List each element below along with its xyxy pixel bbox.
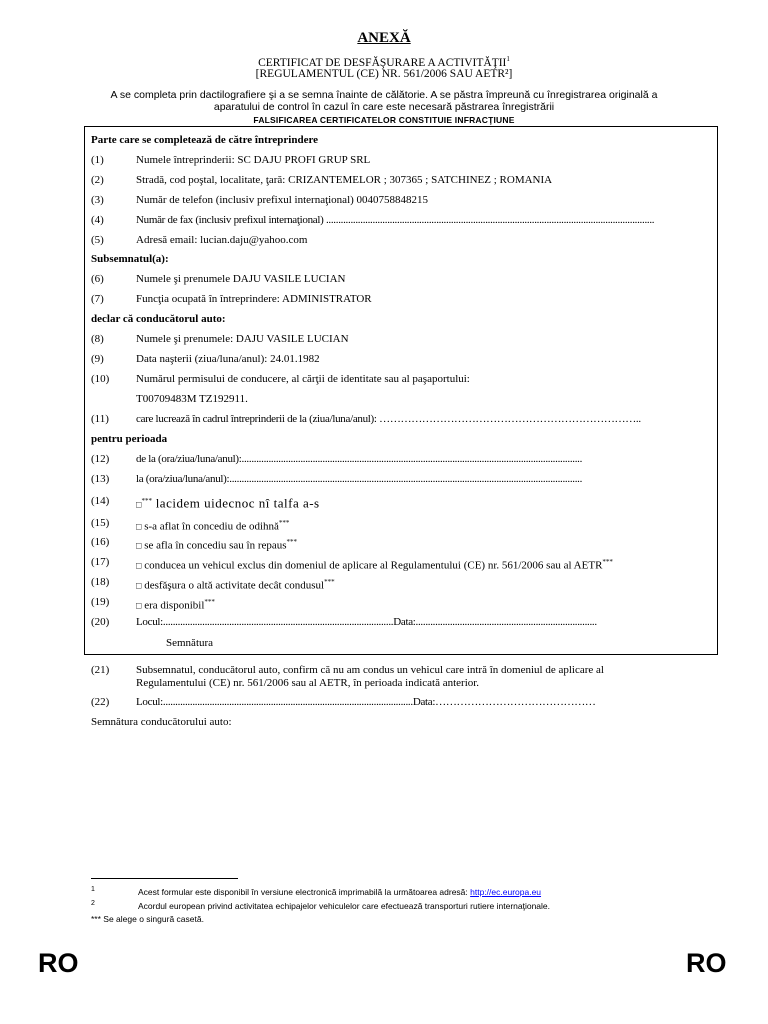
checkbox-icon[interactable]: □ xyxy=(136,580,142,591)
instructions-line-2: aparatului de control în cazul în care este necesară păstrarea înregistrării xyxy=(213,101,555,113)
field-text: Adresă email: lucian.daju@yahoo.com xyxy=(136,234,308,246)
checkbox-icon[interactable]: □ xyxy=(136,560,142,571)
row-number: (11) xyxy=(91,413,109,425)
row-number: (19) xyxy=(91,596,110,608)
footnote-ref-3: *** xyxy=(278,519,290,527)
footnote-1-link[interactable]: http://ec.europa.eu xyxy=(470,887,542,897)
row-number: (1) xyxy=(91,154,104,166)
row-number: (22) xyxy=(91,696,110,708)
row-number: (21) xyxy=(91,664,110,676)
instructions-line-1: A se completa prin dactilografiere şi a se semna înainte de călătorie. A se păstra împreună cu înregistrarea originală a xyxy=(110,89,658,101)
field-text: Numele întreprinderii: SC DAJU PROFI GRUP SRL xyxy=(136,154,371,166)
row-number: (18) xyxy=(91,576,110,588)
section-signatory: Subsemnatul(a): xyxy=(91,253,169,265)
row-number: (14) xyxy=(91,495,110,507)
section-company: Parte care se completează de către întreprindere xyxy=(91,134,319,146)
footnote-2-number: 2 xyxy=(91,900,95,907)
confirmation-line-2: Regulamentului (CE) nr. 561/2006 sau al AETR, în perioada indicată anterior. xyxy=(136,677,480,689)
row-number: (5) xyxy=(91,234,104,246)
field-text: la (ora/ziua/luna/anul):................................................................................................................................................ xyxy=(136,473,583,485)
row-number: (16) xyxy=(91,536,110,548)
checkbox-icon[interactable]: □ xyxy=(136,540,142,551)
footnote-ref-3: *** xyxy=(324,578,335,586)
row-number: (7) xyxy=(91,293,104,305)
row-number: (8) xyxy=(91,333,104,345)
row-number: (6) xyxy=(91,273,104,285)
footnote-1 xyxy=(138,887,541,897)
field-text: Numele şi prenumele DAJU VASILE LUCIAN xyxy=(136,273,346,285)
field-text: Funcţia ocupată în întreprindere: ADMINISTRATOR xyxy=(136,293,372,305)
section-declare-driver: declar că conducătorul auto: xyxy=(91,313,226,325)
option-text: se afla în concediu sau în repaus xyxy=(141,539,287,552)
footnote-2-text: Acordul european privind activitatea echipajelor vehiculelor care efectuează transporturi rutiere internaţionale. xyxy=(138,901,551,911)
field-text: de la (ora/ziua/luna/anul):........................................................................................................................................... xyxy=(136,453,583,465)
checkbox-icon[interactable]: □ xyxy=(136,499,142,510)
driver-signature-label: Semnătura conducătorului auto: xyxy=(91,716,232,728)
checkbox-icon[interactable]: □ xyxy=(136,600,142,611)
row-number: (3) xyxy=(91,194,104,206)
row-number: (20) xyxy=(91,616,110,628)
row-number: (9) xyxy=(91,353,104,365)
option-text: s-a aflat în concediu de odihnă xyxy=(141,520,279,533)
field-text: Locul:......................................................................................................Data:……………………………………… xyxy=(136,696,596,708)
footnote-3-text: *** Se alege o singură casetă. xyxy=(91,914,204,924)
footnote-1-text: Acest formular este disponibil în versiune electronică imprimabilă la următoarea adresă: xyxy=(138,887,471,897)
row-number: (15) xyxy=(91,517,110,529)
certificate-title: CERTIFICAT DE DESFĂŞURARE A ACTIVITĂŢII$^1$ xyxy=(258,55,510,69)
field-text: T00709483M TZ192911. xyxy=(136,393,248,405)
row-number: (12) xyxy=(91,453,110,465)
row-number: (10) xyxy=(91,373,110,385)
row-number: (4) xyxy=(91,214,104,226)
field-text: Stradă, cod poştal, localitate, ţară: CRIZANTEMELOR ; 307365 ; SATCHINEZ ; ROMANIA xyxy=(136,174,553,186)
row-number: (17) xyxy=(91,556,110,568)
row-number: (13) xyxy=(91,473,110,485)
option-text: conducea un vehicul exclus din domeniul de aplicare al Regulamentului (CE) nr. 561/2006 sau al AETR xyxy=(141,559,603,572)
language-code-left: RO xyxy=(38,948,79,978)
section-period: pentru perioada xyxy=(91,433,168,445)
regulation-reference: [REGULAMENTUL (CE) NR. 561/2006 SAU AETR²] xyxy=(255,68,513,80)
field-text: Număr de telefon (inclusiv prefixul internaţional) 0040758848215 xyxy=(136,194,429,206)
footnote-ref-3: *** xyxy=(204,598,215,606)
footnote-ref-3: *** xyxy=(141,497,152,505)
confirmation-line-1: Subsemnatul, conducătorul auto, confirm că nu am condus un vehicul care intră în domeniul de aplicare al xyxy=(136,664,604,676)
field-text: Locul:..............................................................................................Data:.......................................................................... xyxy=(136,616,597,628)
falsification-warning: FALSIFICAREA CERTIFICATELOR CONSTITUIE INFRACŢIUNE xyxy=(253,115,515,125)
field-text: Număr de fax (inclusiv prefixul internaţional) ...................................................................................................................................... xyxy=(136,214,655,226)
footnote-ref-3: *** xyxy=(286,538,298,546)
company-signature-label: Semnătura xyxy=(166,637,214,649)
language-code-right: RO xyxy=(686,948,727,978)
footnote-ref-3: *** xyxy=(602,558,613,566)
option-text: lacidem uidecnoc nî talfa a-s xyxy=(151,495,320,511)
field-text: Data naşterii (ziua/luna/anul): 24.01.1982 xyxy=(136,353,320,365)
footnote-ref-1: 1 xyxy=(506,55,510,63)
footnote-1-number: 1 xyxy=(91,886,95,893)
checkbox-icon[interactable]: □ xyxy=(136,521,142,532)
field-text: care lucrează în cadrul întreprinderii de la (ziua/luna/anul): ……………………………………………………………….. xyxy=(136,413,641,425)
field-text: Numele şi prenumele: DAJU VASILE LUCIAN xyxy=(136,333,349,345)
option-text: era disponibil xyxy=(141,599,205,612)
row-number: (2) xyxy=(91,174,104,186)
footnote-separator xyxy=(91,878,238,879)
option-text: desfăşura o altă activitate decât condusul xyxy=(141,579,325,592)
page-title: ANEXĂ xyxy=(357,30,411,46)
field-text: Numărul permisului de conducere, al cărţii de identitate sau al paşaportului: xyxy=(136,373,470,385)
